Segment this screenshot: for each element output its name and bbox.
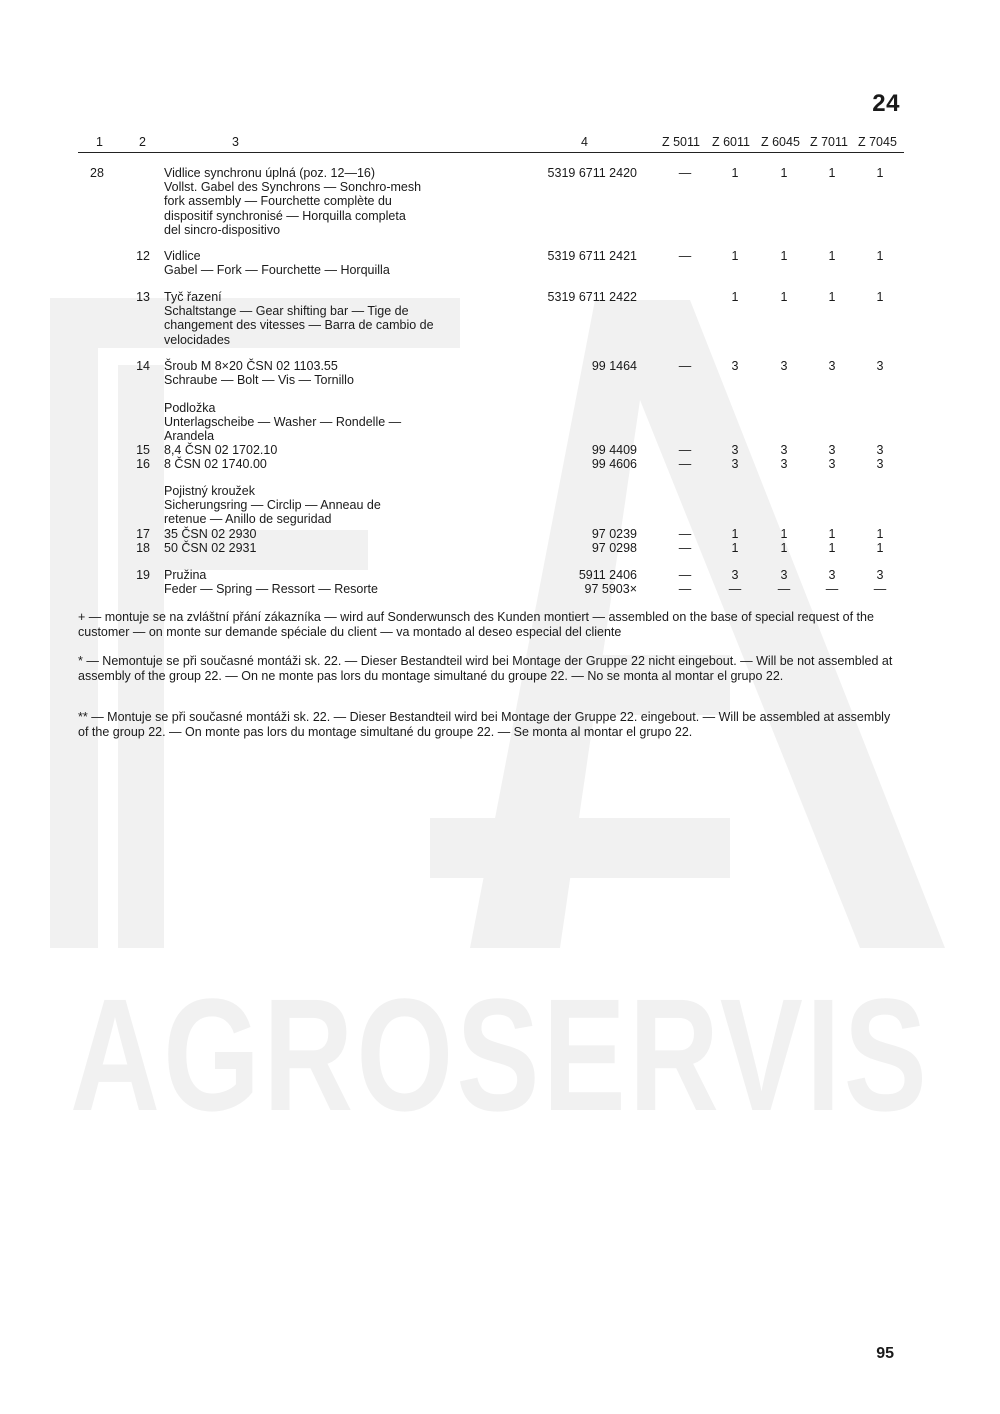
qty-z6045: 1 <box>780 527 788 541</box>
qty-value: 3 <box>780 568 788 582</box>
desc-line: Vidlice <box>164 249 201 263</box>
header-model-2: Z 6011 <box>712 135 750 149</box>
desc-line: Unterlagscheibe — Washer — Rondelle — <box>164 415 402 430</box>
desc-line: velocidades <box>164 332 231 347</box>
group-description <box>164 484 494 527</box>
qty-z6045: 1 <box>780 249 788 263</box>
desc-line: Šroub M 8×20 ČSN 02 1103.55 <box>164 359 338 373</box>
qty-z6011: 1 <box>731 166 739 180</box>
desc-line: Vollst. Gabel des Synchrons — Sonchro-mesh <box>164 180 422 195</box>
qty-value: — <box>728 582 742 597</box>
qty-z5011: — <box>678 249 692 263</box>
desc-line: Schaltstange — Gear shifting bar — Tige de <box>164 304 409 319</box>
qty-z7045: 3 <box>876 359 884 373</box>
section-number: 24 <box>872 90 900 117</box>
qty-z6045 <box>764 568 804 596</box>
qty-z6011: 3 <box>731 443 739 457</box>
part-row <box>0 541 1000 555</box>
desc-line: dispositif synchronisé — Horquilla completa <box>164 208 406 223</box>
qty-z5011: — <box>678 541 692 555</box>
group-description <box>164 401 494 444</box>
header-model-1: Z 5011 <box>662 135 700 149</box>
desc-line: Schraube — Bolt — Vis — Tornillo <box>164 373 354 388</box>
qty-z7011: 1 <box>828 541 836 555</box>
qty-value: — <box>777 582 791 597</box>
desc-line: Sicherungsring — Circlip — Anneau de <box>164 498 381 513</box>
desc-line: Pojistný kroužek <box>164 484 256 498</box>
part-description <box>164 249 494 277</box>
table-header <box>78 135 904 151</box>
position-number: 14 <box>136 359 150 373</box>
qty-z7011: 1 <box>828 290 836 304</box>
footnote-double-asterisk: ** — Montuje se při současné montáži sk. 22. — Dieser Bestandteil wird bei Montage der Gruppe 22. eingebout. — Will be assembled at assembly of the group 22. — On monte pas lors du montage simultané du groupe 22. — Se monta al montar el grupo 22. <box>78 710 891 739</box>
part-description <box>164 290 494 347</box>
qty-z5011: — <box>678 527 692 541</box>
desc-line: fork assembly — Fourchette complète du <box>164 194 392 209</box>
position-number: 13 <box>136 290 150 304</box>
qty-z6011: 1 <box>731 290 739 304</box>
qty-z7045: 3 <box>876 457 884 471</box>
part-number: 99 1464 <box>591 359 637 373</box>
qty-value: 3 <box>731 568 739 582</box>
qty-z7011: 1 <box>828 249 836 263</box>
qty-z6045: 3 <box>780 443 788 457</box>
header-col-2: 2 <box>139 135 146 149</box>
qty-z6045: 1 <box>780 166 788 180</box>
watermark-text: AGROSERVIS <box>70 965 930 1144</box>
part-number-list <box>500 568 637 596</box>
part-description <box>164 568 494 596</box>
desc-line: del sincro-dispositivo <box>164 222 281 237</box>
part-number: 5911 2406 <box>578 568 637 582</box>
qty-z7011: 3 <box>828 359 836 373</box>
part-spec: 8,4 ČSN 02 1702.10 <box>164 443 278 457</box>
part-description <box>164 166 494 237</box>
qty-value: — <box>678 582 692 597</box>
qty-z7045 <box>860 568 900 596</box>
header-col-4: 4 <box>581 135 588 149</box>
part-description <box>164 359 494 387</box>
position-number: 15 <box>136 443 150 457</box>
header-model-5: Z 7045 <box>858 135 897 149</box>
part-row <box>0 457 1000 471</box>
position-number: 19 <box>136 568 150 582</box>
header-divider <box>78 152 904 153</box>
desc-line: Pružina <box>164 568 207 582</box>
part-spec: 35 ČSN 02 2930 <box>164 527 257 541</box>
part-number: 5319 6711 2422 <box>547 290 637 304</box>
qty-z6045: 3 <box>780 457 788 471</box>
qty-z6011: 1 <box>731 541 739 555</box>
part-number: 5319 6711 2421 <box>547 249 637 263</box>
qty-z6045: 1 <box>780 290 788 304</box>
position-number: 28 <box>90 166 104 180</box>
part-row <box>0 443 1000 457</box>
desc-line: Gabel — Fork — Fourchette — Horquilla <box>164 263 390 278</box>
desc-line: changement des vitesses — Barra de cambio de <box>164 318 434 333</box>
qty-value: 3 <box>876 568 884 582</box>
header-model-4: Z 7011 <box>810 135 848 149</box>
qty-z7011: 3 <box>828 457 836 471</box>
header-col-3: 3 <box>232 135 239 149</box>
qty-z7045: 1 <box>876 249 884 263</box>
qty-z5011: — <box>678 457 692 471</box>
part-number: 99 4409 <box>591 443 637 457</box>
page-number: 95 <box>876 1345 894 1362</box>
qty-z6011: 3 <box>731 457 739 471</box>
qty-z6011: 1 <box>731 249 739 263</box>
qty-z6045: 3 <box>780 359 788 373</box>
header-model-3: Z 6045 <box>761 135 800 149</box>
qty-value: 3 <box>828 568 836 582</box>
part-number: 99 4606 <box>591 457 637 471</box>
qty-z7011 <box>812 568 852 596</box>
position-number: 18 <box>136 541 150 555</box>
desc-line: Tyč řazení <box>164 290 222 304</box>
part-number: 97 0239 <box>591 527 637 541</box>
desc-line: Arandela <box>164 429 215 444</box>
desc-line: retenue — Anillo de seguridad <box>164 512 332 527</box>
part-spec: 8 ČSN 02 1740.00 <box>164 457 267 471</box>
qty-z6011: 1 <box>731 527 739 541</box>
qty-z5011: — <box>678 166 692 180</box>
desc-line: Vidlice synchronu úplná (poz. 12—16) <box>164 166 376 180</box>
qty-z7011: 1 <box>828 166 836 180</box>
qty-z7011: 3 <box>828 443 836 457</box>
part-number: 97 5903× <box>584 582 637 597</box>
footnote-asterisk: * — Nemontuje se při současné montáži sk. 22. — Dieser Bestandteil wird bei Montage der Gruppe 22 nicht eingebout. — Will be not assembled at assembly of the group 22. — On ne monte pas lors du montage simultané du groupe 22. — No se monta al montar el grupo 22. <box>78 654 893 683</box>
part-number: 5319 6711 2420 <box>547 166 637 180</box>
qty-z6011: 3 <box>731 359 739 373</box>
qty-z5011: — <box>678 443 692 457</box>
position-number: 16 <box>136 457 150 471</box>
qty-value: — <box>678 568 692 582</box>
part-spec: 50 ČSN 02 2931 <box>164 541 257 555</box>
position-number: 12 <box>136 249 150 263</box>
qty-value: — <box>873 582 887 597</box>
desc-line: Podložka <box>164 401 216 415</box>
qty-z7045: 1 <box>876 166 884 180</box>
qty-z7011: 1 <box>828 527 836 541</box>
qty-value: — <box>825 582 839 597</box>
part-number: 97 0298 <box>591 541 637 555</box>
qty-z6011 <box>715 568 755 596</box>
qty-z5011 <box>665 568 705 596</box>
qty-z6045: 1 <box>780 541 788 555</box>
desc-line: Feder — Spring — Ressort — Resorte <box>164 582 378 597</box>
part-row <box>0 527 1000 541</box>
position-number: 17 <box>136 527 150 541</box>
qty-z7045: 1 <box>876 290 884 304</box>
qty-z7045: 3 <box>876 443 884 457</box>
header-col-1: 1 <box>96 135 103 149</box>
qty-z5011: — <box>678 359 692 373</box>
qty-z7045: 1 <box>876 527 884 541</box>
qty-z7045: 1 <box>876 541 884 555</box>
footnote-plus: + — montuje se na zvláštní přání zákazníka — wird auf Sonderwunsch des Kunden montiert — assembled on the base of special request of the customer — on monte sur demande spéciale du client — va montado al deseo especial del cliente <box>78 610 874 639</box>
